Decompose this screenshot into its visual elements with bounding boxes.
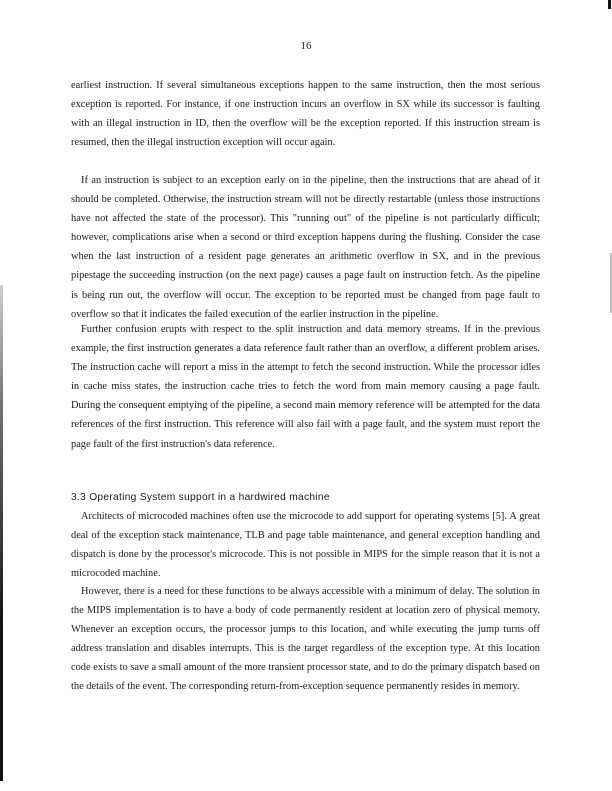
paragraph-text: earliest instruction. If several simultaneous exceptions happen to the same instruction, then the most serious exception is reported. For instance, if one instruction incurs an overflow in SX while its successor is faulting with an illegal instruction in ID, then the overflow will be the exception reported. If this instruction stream is resumed, then the illegal instruction exception will occur again. [71,80,540,149]
paragraph-text: Further confusion erupts with respect to the split instruction and data memory streams. If in the previous example, the first instruction generates a data reference fault rather than an overflow, a different problem arises. The instruction cache will report a miss in the attempt to fetch the second instruction. While the processor idles in cache miss states, the instruction cache tries to fetch the word from main memory causing a page fault. During the consequent emptying of the pipeline, a second main memory reference will be attempted for the data references of the first instruction. This reference will also fail with a page fault, and the system must report the page fault of the first instruction's data reference. [71,324,540,450]
paragraph-split-memory-streams [71,320,540,454]
paragraph-text: However, there is a need for these functions to be always accessible with a minimum of delay. The solution in the MIPS implementation is to have a body of code permanently resident at location zero of physical memory. Whenever an exception occurs, the processor jumps to this location, and while executing the jump turns off address translation and disables interrupts. This is the target regardless of the exception type. At this location code exists to save a small amount of the more transient processor state, and to do the primary dispatch based on the details of the event. The corresponding return-from-exception sequence permanently resides in memory. [71,586,540,693]
scan-edge-artifact-top-right [608,0,611,9]
scan-edge-artifact-left [0,285,3,781]
paragraph-microcoded-machines [71,507,540,583]
paragraph-mips-resident-code [71,582,540,697]
paragraph-text: If an instruction is subject to an exception early on in the pipeline, then the instructions that are ahead of it should be completed. Otherwise, the instruction stream will not be directly restartable (unless those instructions have not affected the state of the processor). This "running out" of the pipeline is not particularly difficult; however, complications arise when a second or third exception happens during the flushing. Consider the case when the last instruction of a resident page generates an arithmetic overflow in SX, and in the previous pipestage the succeeding instruction (on the next page) causes a page fault on instruction fetch. As the pipeline is being run out, the overflow will occur. The exception to be reported must be changed from page fault to overflow so that it indicates the failed execution of the earlier instruction in the pipeline. [71,175,540,320]
section-heading: 3.3 Operating System support in a hardwired machine [71,492,330,503]
paragraph-text: Architects of microcoded machines often use the microcode to add support for operating systems [5]. A great deal of the exception stack maintenance, TLB and page table maintenance, and general exception handling and dispatch is done by the processor's microcode. This is not possible in MIPS for the simple reason that it is not a microcoded machine. [71,511,540,580]
paragraph-pipeline-run-out [71,171,540,324]
page-number: 16 [300,40,312,52]
paragraph-exception-priority [71,76,540,152]
